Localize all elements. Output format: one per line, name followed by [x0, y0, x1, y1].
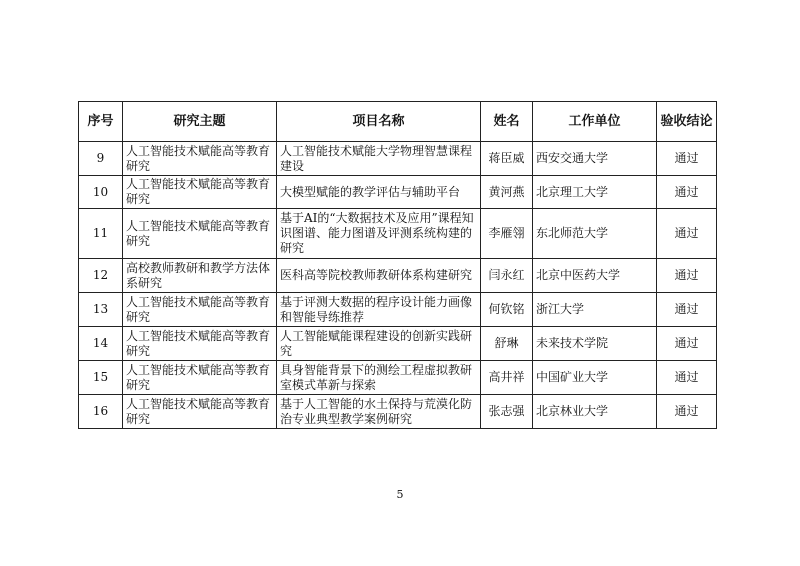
row-result: 通过	[657, 259, 717, 293]
row-unit: 未来技术学院	[533, 327, 657, 361]
row-topic: 人工智能技术赋能高等教育研究	[123, 293, 277, 327]
row-name: 李雁翎	[481, 209, 533, 259]
row-index: 15	[79, 361, 123, 395]
row-name: 蒋臣威	[481, 142, 533, 176]
row-unit: 北京林业大学	[533, 395, 657, 429]
row-result: 通过	[657, 209, 717, 259]
row-project: 人工智能技术赋能大学物理智慧课程建设	[277, 142, 481, 176]
row-unit: 中国矿业大学	[533, 361, 657, 395]
col-header-topic: 研究主题	[123, 102, 277, 142]
row-topic: 人工智能技术赋能高等教育研究	[123, 176, 277, 209]
row-project: 基于AI的“大数据技术及应用”课程知识图谱、能力图谱及评测系统构建的研究	[277, 209, 481, 259]
row-unit: 北京中医药大学	[533, 259, 657, 293]
header-row	[79, 102, 717, 142]
table-row	[79, 209, 717, 259]
table-row	[79, 395, 717, 429]
row-result: 通过	[657, 395, 717, 429]
row-result: 通过	[657, 176, 717, 209]
row-result: 通过	[657, 361, 717, 395]
row-index: 9	[79, 142, 123, 176]
row-name: 黄河燕	[481, 176, 533, 209]
row-index: 11	[79, 209, 123, 259]
row-index: 13	[79, 293, 123, 327]
row-unit: 西安交通大学	[533, 142, 657, 176]
row-name: 张志强	[481, 395, 533, 429]
table-row	[79, 327, 717, 361]
table-row	[79, 259, 717, 293]
row-project: 大模型赋能的教学评估与辅助平台	[277, 176, 481, 209]
row-index: 10	[79, 176, 123, 209]
row-topic: 高校教师教研和教学方法体系研究	[123, 259, 277, 293]
row-project: 具身智能背景下的测绘工程虚拟教研室模式革新与探索	[277, 361, 481, 395]
row-unit: 东北师范大学	[533, 209, 657, 259]
page-number: 5	[396, 488, 404, 501]
row-name: 何钦铭	[481, 293, 533, 327]
col-header-project: 项目名称	[277, 102, 481, 142]
row-index: 12	[79, 259, 123, 293]
row-topic: 人工智能技术赋能高等教育研究	[123, 327, 277, 361]
table-row	[79, 142, 717, 176]
col-header-idx: 序号	[79, 102, 123, 142]
row-name: 高井祥	[481, 361, 533, 395]
row-project: 人工智能赋能课程建设的创新实践研究	[277, 327, 481, 361]
row-topic: 人工智能技术赋能高等教育研究	[123, 361, 277, 395]
row-unit: 北京理工大学	[533, 176, 657, 209]
row-project: 医科高等院校教师教研体系构建研究	[277, 259, 481, 293]
row-unit: 浙江大学	[533, 293, 657, 327]
row-result: 通过	[657, 327, 717, 361]
row-name: 闫永红	[481, 259, 533, 293]
results-table	[78, 101, 717, 429]
col-header-unit: 工作单位	[533, 102, 657, 142]
row-index: 14	[79, 327, 123, 361]
row-name: 舒琳	[481, 327, 533, 361]
row-topic: 人工智能技术赋能高等教育研究	[123, 209, 277, 259]
row-topic: 人工智能技术赋能高等教育研究	[123, 395, 277, 429]
row-result: 通过	[657, 293, 717, 327]
table-row	[79, 361, 717, 395]
row-project: 基于评测大数据的程序设计能力画像和智能导练推荐	[277, 293, 481, 327]
col-header-result: 验收结论	[657, 102, 717, 142]
row-result: 通过	[657, 142, 717, 176]
row-project: 基于人工智能的水土保持与荒漠化防治专业典型教学案例研究	[277, 395, 481, 429]
row-index: 16	[79, 395, 123, 429]
table-row	[79, 176, 717, 209]
table-row	[79, 293, 717, 327]
col-header-name: 姓名	[481, 102, 533, 142]
row-topic: 人工智能技术赋能高等教育研究	[123, 142, 277, 176]
